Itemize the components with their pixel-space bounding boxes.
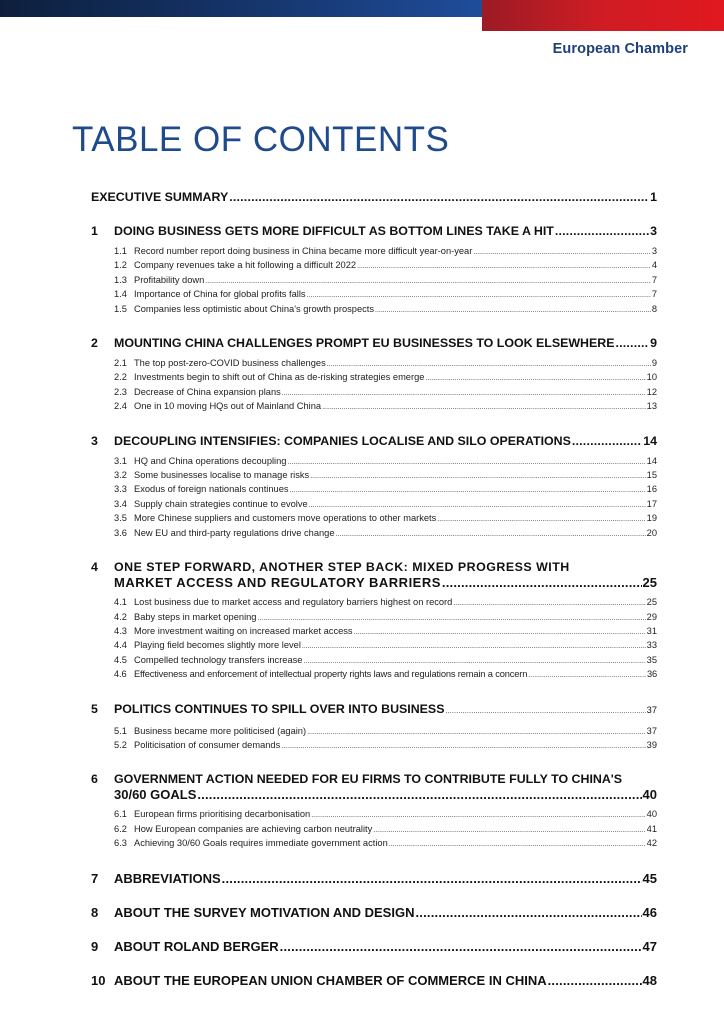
toc-subsection[interactable] <box>91 455 657 469</box>
section-title-line1: GOVERNMENT ACTION NEEDED FOR EU FIRMS TO CONTRIBUTE FULLY TO CHINA'S <box>114 772 623 787</box>
header-blue-band <box>0 0 482 17</box>
leader-dots <box>425 371 645 385</box>
subsection-title: Effectiveness and enforcement of intellectual property rights laws and regulations remain a concern <box>134 669 528 680</box>
section-title: MOUNTING CHINA CHALLENGES PROMPT EU BUSINESSES TO LOOK ELSEWHERE <box>114 336 615 351</box>
toc-subsection[interactable] <box>91 625 657 639</box>
leader-dots <box>615 336 649 351</box>
subsection-number: 1.3 <box>114 274 127 285</box>
subsection-number: 5.2 <box>114 739 127 750</box>
toc-subsection[interactable] <box>91 654 657 668</box>
subsection-page: 29 <box>646 611 657 622</box>
toc-section-heading[interactable] <box>91 224 657 239</box>
header-color-bar <box>0 0 724 31</box>
toc-subsection[interactable] <box>91 739 657 753</box>
subsection-title: Baby steps in market opening <box>134 611 257 622</box>
toc-section-7[interactable] <box>91 871 657 886</box>
subsection-number: 2.4 <box>114 401 127 412</box>
subsection-title: Achieving 30/60 Goals requires immediate government action <box>134 838 388 849</box>
leader-dots <box>555 224 649 239</box>
toc-subsection[interactable] <box>91 371 657 385</box>
leader-dots <box>222 871 642 886</box>
toc-subsection[interactable] <box>91 639 657 653</box>
subsection-number: 6.2 <box>114 823 127 834</box>
subsection-title: Investments begin to shift out of China as de-risking strategies emerge <box>134 372 425 383</box>
subsection-page: 33 <box>646 640 657 651</box>
leader-dots <box>437 512 645 526</box>
subsection-title: Company revenues take a hit following a difficult 2022 <box>134 260 357 271</box>
toc-section-6 <box>91 772 657 851</box>
subsection-page: 13 <box>646 401 657 412</box>
subsection-number: 3.1 <box>114 455 127 466</box>
toc-entry-page: 1 <box>650 190 657 204</box>
subsection-number: 2.2 <box>114 372 127 383</box>
leader-dots <box>281 739 645 753</box>
leader-dots <box>309 498 646 512</box>
subsection-title: Importance of China for global profits falls <box>134 289 306 300</box>
section-title: ABOUT THE SURVEY MOTIVATION AND DESIGN <box>114 904 415 920</box>
subsection-number: 3.2 <box>114 470 127 481</box>
leader-dots <box>354 625 646 639</box>
leader-dots <box>257 611 645 625</box>
subsection-page: 42 <box>646 838 657 849</box>
toc-section-heading-line1[interactable] <box>91 772 657 787</box>
leader-dots <box>415 905 641 920</box>
section-title: ABBREVIATIONS <box>114 870 221 886</box>
subsection-title: Playing field becomes slightly more level <box>134 640 301 651</box>
subsection-page: 36 <box>646 669 657 680</box>
toc-subsection[interactable] <box>91 512 657 526</box>
subsection-number: 4.3 <box>114 625 127 636</box>
toc-subsection[interactable] <box>91 611 657 625</box>
leader-dots <box>373 823 645 837</box>
subsection-title: Exodus of foreign nationals continues <box>134 484 289 495</box>
subsection-title: Compelled technology transfers increase <box>134 654 303 665</box>
subsection-page: 19 <box>646 513 657 524</box>
toc-subsection[interactable] <box>91 668 657 682</box>
subsection-title: More investment waiting on increased market access <box>134 625 353 636</box>
subsection-title: The top post-zero-COVID business challenges <box>134 358 326 369</box>
subsection-page: 8 <box>651 303 657 314</box>
section-page: 45 <box>642 870 657 886</box>
subsection-page: 14 <box>646 455 657 466</box>
subsection-title: Profitability down <box>134 274 205 285</box>
table-of-contents <box>91 190 657 1007</box>
subsection-number: 4.4 <box>114 640 127 651</box>
section-page: 48 <box>642 972 657 988</box>
subsection-page: 12 <box>646 386 657 397</box>
leader-dots <box>528 668 646 682</box>
toc-section-3 <box>91 434 657 541</box>
leader-dots <box>311 808 645 822</box>
toc-subsection[interactable] <box>91 400 657 414</box>
leader-dots <box>375 303 651 317</box>
subsection-page: 39 <box>646 739 657 750</box>
subsection-number: 6.1 <box>114 809 127 820</box>
toc-subsection[interactable] <box>91 527 657 541</box>
subsection-number: 4.6 <box>114 669 127 680</box>
leader-dots <box>290 483 646 497</box>
subsection-number: 1.1 <box>114 246 127 256</box>
leader-dots <box>572 434 642 449</box>
leader-dots <box>453 596 645 610</box>
subsection-title: How European companies are achieving carbon neutrality <box>134 823 373 834</box>
section-title-line2: 30/60 GOALS <box>114 787 197 803</box>
toc-section-heading[interactable] <box>91 336 657 351</box>
leader-dots <box>280 939 642 954</box>
subsection-number: 3.3 <box>114 484 127 495</box>
subsection-title: Politicisation of consumer demands <box>134 739 281 750</box>
section-number: 7 <box>91 870 99 886</box>
subsection-number: 3.4 <box>114 498 127 509</box>
subsection-title: HQ and China operations decoupling <box>134 455 287 466</box>
section-number: 2 <box>91 336 98 351</box>
subsection-number: 4.1 <box>114 597 127 608</box>
leader-dots <box>205 274 651 288</box>
header-red-band <box>482 0 724 31</box>
subsection-title: Record number report doing business in China became more difficult year-on-year <box>134 246 473 256</box>
subsection-page: 41 <box>646 823 657 834</box>
subsection-number: 1.2 <box>114 260 127 271</box>
toc-section-10[interactable] <box>91 973 657 988</box>
leader-dots <box>197 787 641 802</box>
subsection-page: 16 <box>646 484 657 495</box>
leader-dots <box>307 725 646 739</box>
subsection-page: 7 <box>651 289 657 300</box>
subsection-number: 3.6 <box>114 527 127 538</box>
subsection-number: 2.1 <box>114 358 127 369</box>
subsection-page: 3 <box>651 246 657 256</box>
toc-subsection[interactable] <box>91 303 657 317</box>
section-page: 37 <box>646 704 657 715</box>
toc-subsection[interactable] <box>91 596 657 610</box>
subsection-page: 31 <box>646 625 657 636</box>
toc-section-heading-line1[interactable] <box>91 560 657 575</box>
subsection-title: European firms prioritising decarbonisation <box>134 809 311 820</box>
subsection-number: 6.3 <box>114 838 127 849</box>
subsection-page: 17 <box>646 498 657 509</box>
subsection-page: 15 <box>646 470 657 481</box>
subsection-page: 9 <box>651 358 657 369</box>
subsection-title: Supply chain strategies continue to evolve <box>134 498 308 509</box>
toc-section-8[interactable] <box>91 905 657 920</box>
section-number: 10 <box>91 972 106 988</box>
section-page: 25 <box>642 575 657 591</box>
subsection-number: 4.2 <box>114 611 127 622</box>
section-page: 9 <box>650 336 657 351</box>
subsection-number: 1.5 <box>114 303 127 314</box>
leader-dots <box>310 469 645 483</box>
subsection-title: Companies less optimistic about China's growth prospects <box>134 303 374 314</box>
leader-dots <box>302 639 646 653</box>
toc-section-heading[interactable] <box>91 434 657 449</box>
subsection-number: 3.5 <box>114 513 127 524</box>
subsection-page: 20 <box>646 527 657 538</box>
subsection-page: 37 <box>646 725 657 736</box>
leader-dots <box>322 400 646 414</box>
section-page: 46 <box>642 904 657 920</box>
toc-section-9[interactable] <box>91 939 657 954</box>
leader-dots <box>473 245 651 259</box>
leader-dots <box>389 837 646 851</box>
leader-dots <box>303 654 645 668</box>
section-number: 3 <box>91 433 98 448</box>
toc-entry-label: EXECUTIVE SUMMARY <box>91 190 229 204</box>
toc-section-heading-line2[interactable] <box>91 575 657 590</box>
toc-entry-executive-summary[interactable] <box>91 190 657 205</box>
toc-subsection[interactable] <box>91 357 657 371</box>
section-title: DOING BUSINESS GETS MORE DIFFICULT AS BOTTOM LINES TAKE A HIT <box>114 224 554 238</box>
toc-subsection[interactable] <box>91 808 657 822</box>
subsection-title: One in 10 moving HQs out of Mainland China <box>134 401 322 412</box>
section-number: 9 <box>91 938 99 954</box>
section-title: ABOUT THE EUROPEAN UNION CHAMBER OF COMMERCE IN CHINA <box>114 972 547 988</box>
section-title: ABOUT ROLAND BERGER <box>114 938 279 954</box>
section-number: 1 <box>91 224 98 238</box>
subsection-page: 25 <box>646 597 657 608</box>
subsection-title: Some businesses localise to manage risks <box>134 470 310 481</box>
leader-dots <box>336 527 646 541</box>
leader-dots <box>548 973 642 988</box>
toc-section-4 <box>91 560 657 682</box>
toc-subsection[interactable] <box>91 469 657 483</box>
subsection-number: 2.3 <box>114 386 127 397</box>
subsection-page: 4 <box>651 260 657 271</box>
subsection-number: 1.4 <box>114 289 127 300</box>
page-title: TABLE OF CONTENTS <box>72 120 450 159</box>
section-page: 14 <box>643 433 657 448</box>
section-number: 8 <box>91 904 99 920</box>
leader-dots <box>229 190 649 205</box>
toc-section-5 <box>91 702 657 754</box>
subsection-title: New EU and third-party regulations drive change <box>134 527 335 538</box>
leader-dots <box>442 575 642 590</box>
subsection-page: 7 <box>651 274 657 285</box>
toc-subsection[interactable] <box>91 259 657 273</box>
toc-section-heading-line2[interactable] <box>91 787 657 802</box>
leader-dots <box>327 357 651 371</box>
leader-dots <box>282 386 646 400</box>
toc-subsection[interactable] <box>91 837 657 851</box>
toc-section-2 <box>91 336 657 415</box>
subsection-page: 40 <box>646 809 657 820</box>
toc-subsection[interactable] <box>91 274 657 288</box>
subsection-number: 4.5 <box>114 654 127 665</box>
section-title-line2: MARKET ACCESS AND REGULATORY BARRIERS <box>114 575 441 591</box>
section-page: 40 <box>642 787 657 803</box>
section-number: 6 <box>91 772 98 787</box>
toc-section-1 <box>91 224 657 317</box>
toc-subsection[interactable] <box>91 386 657 400</box>
toc-subsection[interactable] <box>91 725 657 739</box>
leader-dots <box>357 259 651 273</box>
brand-logo: European Chamber <box>552 41 688 57</box>
toc-section-heading[interactable] <box>91 702 657 719</box>
section-page: 3 <box>650 224 657 238</box>
subsection-title: Business became more politicised (again) <box>134 725 307 736</box>
toc-subsection[interactable] <box>91 498 657 512</box>
subsection-page: 35 <box>646 654 657 665</box>
section-page: 47 <box>642 938 657 954</box>
section-title: POLITICS CONTINUES TO SPILL OVER INTO BUSINESS <box>114 701 445 716</box>
subsection-title: More Chinese suppliers and customers move operations to other markets <box>134 513 437 524</box>
subsection-page: 10 <box>646 372 657 383</box>
toc-subsection[interactable] <box>91 483 657 497</box>
leader-dots <box>445 704 645 719</box>
section-title: DECOUPLING INTENSIFIES: COMPANIES LOCALISE AND SILO OPERATIONS <box>114 433 571 448</box>
leader-dots <box>307 288 651 302</box>
subsection-title: Lost business due to market access and regulatory barriers highest on record <box>134 597 453 608</box>
section-title-line1: ONE STEP FORWARD, ANOTHER STEP BACK: MIXED PROGRESS WITH <box>114 560 570 575</box>
leader-dots <box>287 455 645 469</box>
subsection-title: Decrease of China expansion plans <box>134 386 281 397</box>
section-number: 5 <box>91 701 98 716</box>
toc-subsection[interactable] <box>91 245 657 259</box>
section-number: 4 <box>91 560 98 575</box>
toc-subsection[interactable] <box>91 823 657 837</box>
subsection-number: 5.1 <box>114 725 127 736</box>
toc-subsection[interactable] <box>91 288 657 302</box>
